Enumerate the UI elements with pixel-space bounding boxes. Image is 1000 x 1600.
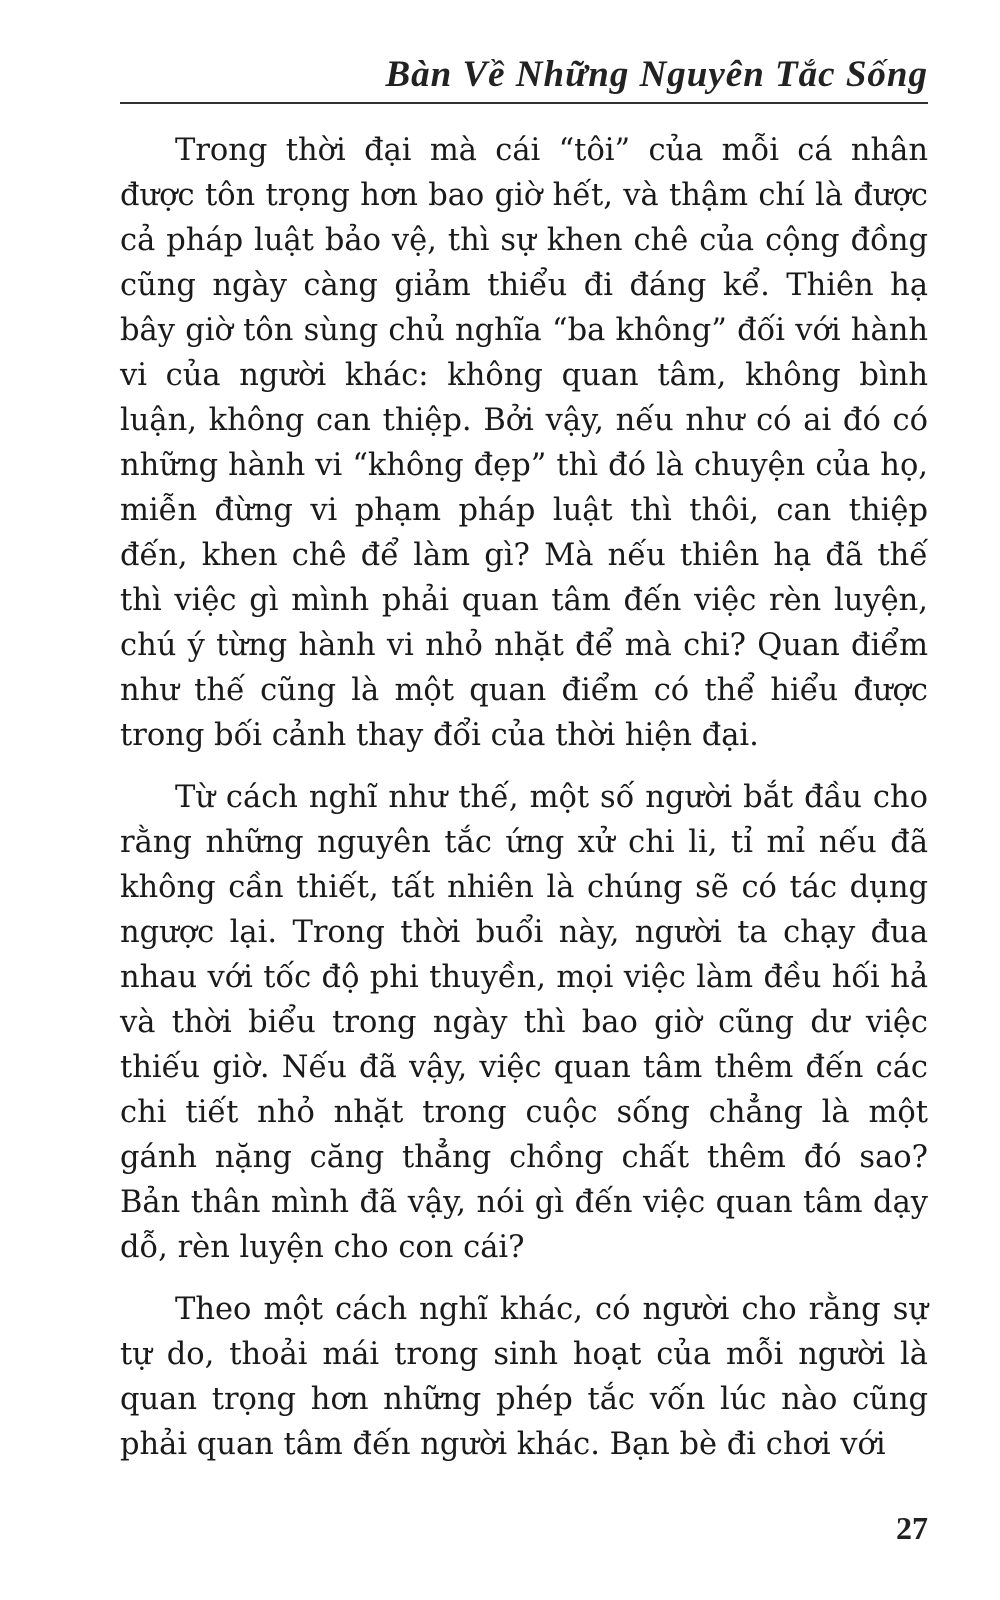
running-header-title: Bàn Về Những Nguyên Tắc Sống: [385, 54, 928, 95]
header-divider: [120, 102, 928, 104]
paragraph-1: Trong thời đại mà cái “tôi” của mỗi cá nhân được tôn trọng hơn bao giờ hết, và thậm chí là được cả pháp luật bảo vệ, thì sự khen chê của cộng đồng cũng ngày càng giảm thiểu đi đáng kể. Thiên hạ bây giờ tôn sùng chủ nghĩa “ba không” đối với hành vi của người khác: không quan tâm, không bình luận, không can thiệp. Bởi vậy, nếu như có ai đó có những hành vi “không đẹp” thì đó là chuyện của họ, miễn đừng vi phạm pháp luật thì thôi, can thiệp đến, khen chê để làm gì? Mà nếu thiên hạ đã thế thì việc gì mình phải quan tâm đến việc rèn luyện, chú ý từng hành vi nhỏ nhặt để mà chi? Quan điểm như thế cũng là một quan điểm có thể hiểu được trong bối cảnh thay đổi của thời hiện đại.: [120, 133, 928, 753]
page-number: 27: [896, 1510, 928, 1546]
paragraph-3: Theo một cách nghĩ khác, có người cho rằng sự tự do, thoải mái trong sinh hoạt của mỗi người là quan trọng hơn những phép tắc vốn lúc nào cũng phải quan tâm đến người khác. Bạn bè đi chơi với: [120, 1292, 928, 1462]
body-text: [120, 128, 928, 1484]
paragraph-2: Từ cách nghĩ như thế, một số người bắt đầu cho rằng những nguyên tắc ứng xử chi li, tỉ mỉ nếu đã không cần thiết, tất nhiên là chúng sẽ có tác dụng ngược lại. Trong thời buổi này, người ta chạy đua nhau với tốc độ phi thuyền, mọi việc làm đều hối hả và thời biểu trong ngày thì bao giờ cũng dư việc thiếu giờ. Nếu đã vậy, việc quan tâm thêm đến các chi tiết nhỏ nhặt trong cuộc sống chẳng là một gánh nặng căng thẳng chồng chất thêm đó sao? Bản thân mình đã vậy, nói gì đến việc quan tâm dạy dỗ, rèn luyện cho con cái?: [120, 780, 928, 1265]
